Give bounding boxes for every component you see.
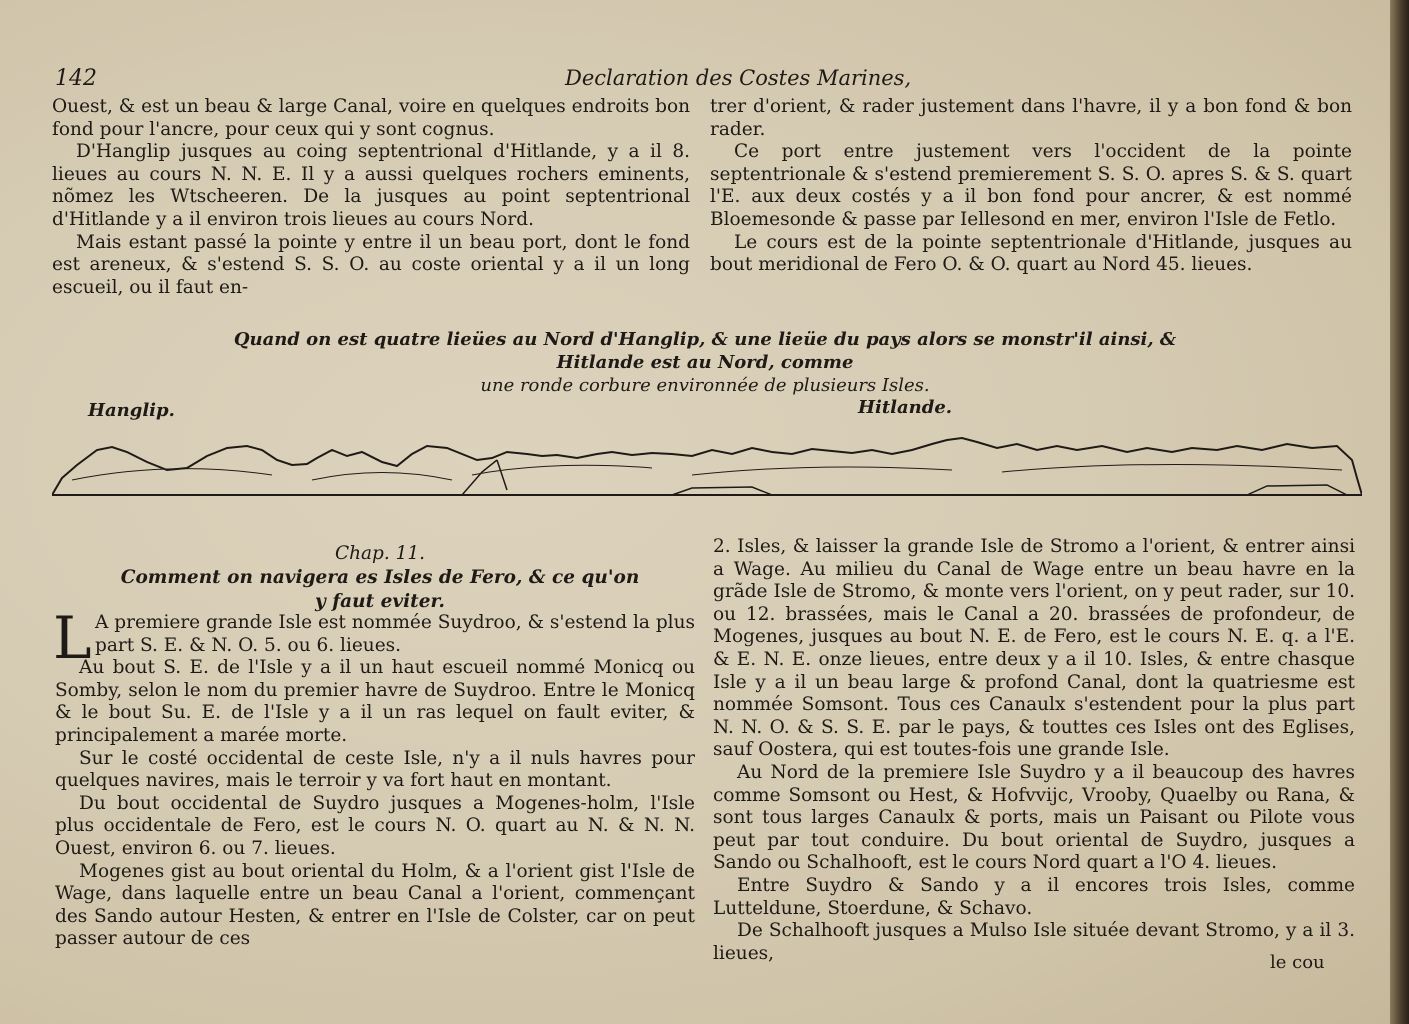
paragraph: Mogenes gist au bout oriental du Holm, & a l'orient gist l'Isle de Wage, dans laquelle entre un beau Canal a l'orient, commençant des Sando autour Hesten, & entrer en l'Isle de Colster, car on peut passer autour de ces xyxy=(55,860,695,950)
chapter-number: Chap. 11. xyxy=(334,543,426,564)
paragraph: De Schalhooft jusques a Mulso Isle située devant Stromo, y a il 3. lieues, xyxy=(713,920,1355,964)
caption-line-2: une ronde corbure environnée de plusieurs Isles. xyxy=(480,375,930,396)
paragraph: trer d'orient, & rader justement dans l'havre, il y a bon fond & bon rader. xyxy=(710,96,1352,140)
coastal-view-caption xyxy=(230,328,1180,397)
coastline-profile-illustration xyxy=(52,420,1362,505)
paragraph: Au bout S. E. de l'Isle y a il un haut escueil nommé Monicq ou Somby, selon le nom du premier havre de Suydroo. Entre le Monicq & le bout Su. E. de l'Isle y a il un ras lequel on fault eviter, & principalement a marée morte. xyxy=(55,657,695,746)
paragraph: Sur le costé occidental de ceste Isle, n'y a il nuls havres pour quelques navires, mais le terroir y va fort haut en montant. xyxy=(55,747,695,792)
paragraph: D'Hanglip jusques au coing septentrional d'Hitlande, y a il 8. lieues au cours N. N. E. Il y a aussi quelques rochers eminents, nõmez les Wtscheeren. De la jusques au point septentrional d'Hitlande y a il environ trois lieues au cours Nord. xyxy=(52,141,690,230)
top-left-column xyxy=(52,96,690,299)
paragraph: Le cours est de la pointe septentrionale d'Hitlande, jusques au bout meridional de Fero O. & O. quart au Nord 45. lieues. xyxy=(710,231,1352,276)
page-header xyxy=(55,60,1355,92)
page-number: 142 xyxy=(55,66,97,91)
catchword: le cou xyxy=(1270,952,1325,973)
paragraph: Ouest, & est un beau & large Canal, voire en quelques endroits bon fond pour l'ancre, pour ceux qui y sont cognus. xyxy=(52,96,690,140)
paragraph: Mais estant passé la pointe y entre il un beau port, dont le fond est areneux, & s'estend S. S. O. au coste oriental y a il un long escueil, ou il faut en- xyxy=(52,231,690,298)
bottom-left-column xyxy=(53,604,695,951)
bottom-right-column xyxy=(713,536,1355,965)
label-hitlande: Hitlande. xyxy=(858,397,953,418)
top-right-column xyxy=(710,96,1352,277)
chapter-heading xyxy=(120,542,640,614)
paragraph: Entre Suydro & Sando y a il encores trois Isles, comme Lutteldune, Stoerdune, & Schavo. xyxy=(713,874,1355,919)
label-hanglip: Hanglip. xyxy=(88,400,175,421)
caption-line-1: Quand on est quatre lieües au Nord d'Hanglip, & une lieüe du pays alors se monstr'il ainsi, & Hitlande est au Nord, comme xyxy=(233,329,1177,373)
first-paragraph xyxy=(53,604,695,672)
drop-cap: L xyxy=(53,604,92,672)
chapter-title: Comment on navigera es Isles de Fero, & ce qu'on y faut eviter. xyxy=(120,567,640,612)
running-head: Declaration des Costes Marines, xyxy=(565,66,912,90)
paragraph: Ce port entre justement vers l'occident de la pointe septentrionale & s'estend premierement S. S. O. apres S. & S. quart l'E. aux deux costés y a il bon fond pour ancrer, & est nommé Bloemesonde & passe par Iellesond en mer, environ l'Isle de Fetlo. xyxy=(710,141,1352,230)
book-spine-edge xyxy=(1390,0,1409,1024)
paragraph: 2. Isles, & laisser la grande Isle de Stromo a l'orient, & entrer ainsi a Wage. Au milieu du Canal de Wage entre un beau havre en la grãde Isle de Stromo, & monte vers l'orient, on y peut rader, sur 10. ou 12. brassées, mais le Canal a 20. brassées de profondeur, de Mogenes, jusques au bout N. E. de Fero, est le cours N. E. q. a l'E. & E. N. E. onze lieues, entre deux y a il 10. Isles, & entre chasque Isle y a il un beau large & profond Canal, dont la quatriesme est nommée Somsont. Tous ces Canaulx s'estendent pour la plus part N. N. O. & S. S. E. par le pays, & touttes ces Isles ont des Eglises, sauf Oostera, qui est toutes-fois une grande Isle. xyxy=(713,536,1355,761)
paragraph: Du bout occidental de Suydro jusques a Mogenes-holm, l'Isle plus occidentale de Fero, est le cours N. O. quart au N. & N. N. Ouest, environ 6. ou 7. lieues. xyxy=(55,792,695,859)
paragraph: A premiere grande Isle est nommée Suydroo, & s'estend la plus part S. E. & N. O. 5. ou 6. lieues. xyxy=(95,612,695,656)
paragraph: Au Nord de la premiere Isle Suydro y a il beaucoup des havres comme Somsont ou Hest, & Hofvvijc, Vrooby, Quaelby ou Rana, & sont tous larges Canaulx & ports, mais un Paisant ou Pilote vous peut par tout conduire. Du bout oriental de Suydro, jusques a Sando ou Schalhooft, est le cours Nord quart a l'O 4. lieues. xyxy=(713,761,1355,874)
